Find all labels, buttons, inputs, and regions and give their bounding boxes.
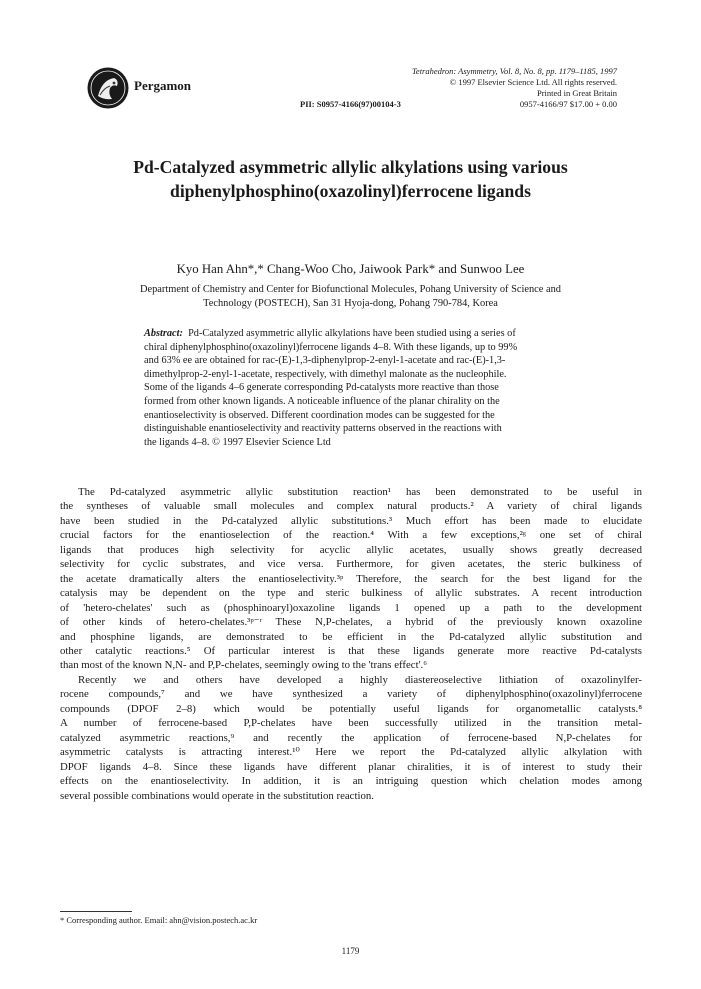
affiliation	[100, 283, 601, 311]
body-line: than most of the known N,N- and P,P-chelates, seemingly owing to the 'trans effect'.⁶	[60, 659, 427, 672]
abstract-line: the ligands 4–8. © 1997 Elsevier Science Ltd	[144, 436, 331, 448]
body-line: have been studied in the Pd-catalyzed allylic substitutions.³ Much effort has been made to elucidate	[60, 514, 642, 527]
abstract-label: Abstract:	[144, 328, 183, 339]
abstract-line: distinguishable enantioselectivity and reactivity patterns observed in the reactions with	[144, 423, 502, 435]
title-line: Pd-Catalyzed asymmetric allylic alkylations using various	[133, 157, 568, 177]
abstract-line: formed from other known ligands. A noticeable influence of the planar chirality on the	[144, 395, 500, 407]
abstract-line: and 63% ee are obtained for rac-(E)-1,3-diphenylprop-2-enyl-1-acetate and rac-(E)-1,3-	[144, 355, 506, 367]
body-line: selectivity for cyclic substrates, and vice versa. Furthermore, for given acetates, the steric bulkiness of	[60, 558, 642, 571]
body-line: effects on the enantioselectivity. In addition, it is an intriguing question which chelation modes among	[60, 775, 642, 788]
journal-citation: Tetrahedron: Asymmetry, Vol. 8, No. 8, pp. 1179–1185, 1997	[411, 66, 617, 76]
publisher-logo	[86, 66, 130, 110]
body-line: of other kinds of hetero-chelates.³ᵖ⁻ʳ These N,P-chelates, a hybrid of the previously known oxazoline	[60, 616, 642, 629]
publisher-name: Pergamon	[134, 78, 192, 93]
affiliation-line: Department of Chemistry and Center for Biofunctional Molecules, Pohang University of Science and	[139, 284, 561, 295]
pii: PII: S0957-4166(97)00104-3	[300, 99, 401, 109]
issn-line: 0957-4166/97 $17.00 + 0.00	[519, 99, 617, 109]
abstract	[144, 327, 562, 449]
body-line: the syntheses of valuable small molecules and complex natural products.² A variety of chiral ligands	[60, 500, 642, 513]
body-line: crucial factors for the enantioselection of the reaction.⁴ With a few exceptions,²ᵍ one set of chiral	[60, 529, 642, 542]
abstract-line: dimethylprop-2-enyl-1-acetate, respectively, with dimethyl malonate as the nucleophile.	[144, 368, 507, 380]
body-line: the acetate dramatically alters the enantioselectivity.³ᵖ Therefore, the search for the best ligand for the	[60, 572, 642, 585]
body-line: Recently we and others have developed a highly diastereoselective lithiation of oxazolinylfer-	[78, 673, 642, 686]
body-line: catalysis may be dependent on the type and steric bulkiness of allylic substrates. A recent introduction	[60, 587, 642, 600]
paper-title	[60, 155, 641, 203]
body-text	[60, 485, 642, 803]
footnote: * Corresponding author. Email: ahn@vision.postech.ac.kr	[60, 915, 258, 925]
abstract-line: Some of the ligands 4–6 generate corresponding Pd-catalysts more reactive than those	[144, 382, 499, 394]
abstract-line: Abstract: Pd-Catalyzed asymmetric allylic alkylations have been studied using a series of	[144, 328, 516, 339]
copyright-line: © 1997 Elsevier Science Ltd. All rights reserved.	[449, 77, 617, 87]
abstract-line: chiral diphenylphosphino(oxazolinyl)ferrocene ligands 4–8. With these ligands, up to 99%	[144, 341, 518, 353]
body-line: rocene compounds,⁷ and we have synthesized a variety of diphenylphosphino(oxazolinyl)ferrocene	[60, 688, 642, 701]
body-line: other catalytic reactions.⁵ Of particular interest is that these ligands generate more reactive Pd-catalysts	[60, 644, 642, 657]
journal-info	[412, 66, 617, 110]
footnote-divider	[60, 911, 132, 912]
title-line: diphenylphosphino(oxazolinyl)ferrocene ligands	[170, 181, 531, 201]
body-line: A number of ferrocene-based P,P-chelates have been successfully utilized in the transition metal-	[60, 717, 642, 730]
affiliation-line: Technology (POSTECH), San 31 Hyoja-dong, Pohang 790-784, Korea	[203, 298, 498, 309]
body-line: asymmetric catalysts is attracting interest.¹⁰ Here we report the Pd-catalyzed allylic alkylation with	[60, 746, 642, 759]
body-line: and phosphine ligands, are demonstrated to be efficient in the Pd-catalyzed allylic substitution and	[60, 630, 642, 643]
authors: Kyo Han Ahn*,* Chang-Woo Cho, Jaiwook Park* and Sunwoo Lee	[176, 262, 525, 276]
body-line: DPOF ligands 4–8. Since these ligands have different planar chiralities, it is of interest to study their	[60, 760, 642, 773]
body-line: compounds (DPOF 2–8) which would be potentially useful ligands for organometallic catalysts.⁸	[60, 702, 642, 715]
abstract-line: enantioselectivity is observed. Different coordination modes can be suggested for the	[144, 409, 495, 421]
printed-line: Printed in Great Britain	[536, 88, 617, 98]
body-line: The Pd-catalyzed asymmetric allylic substitution reaction¹ has been demonstrated to be useful in	[78, 486, 642, 498]
body-line: catalyzed asymmetric reactions,⁹ and recently the application of ferrocene-based N,P-chelates for	[60, 731, 642, 744]
header-left	[86, 66, 226, 110]
body-line: of 'hetero-chelates' such as (phosphinoaryl)oxazoline ligands 1 opened up a path to the development	[60, 601, 642, 614]
page-number: 1179	[341, 946, 360, 956]
body-line: ligands that produces high selectivity for acyclic allylic acetates, usually shows greatly decreased	[60, 543, 642, 556]
body-line: several possible combinations would operate in the substitution reaction.	[60, 789, 374, 802]
